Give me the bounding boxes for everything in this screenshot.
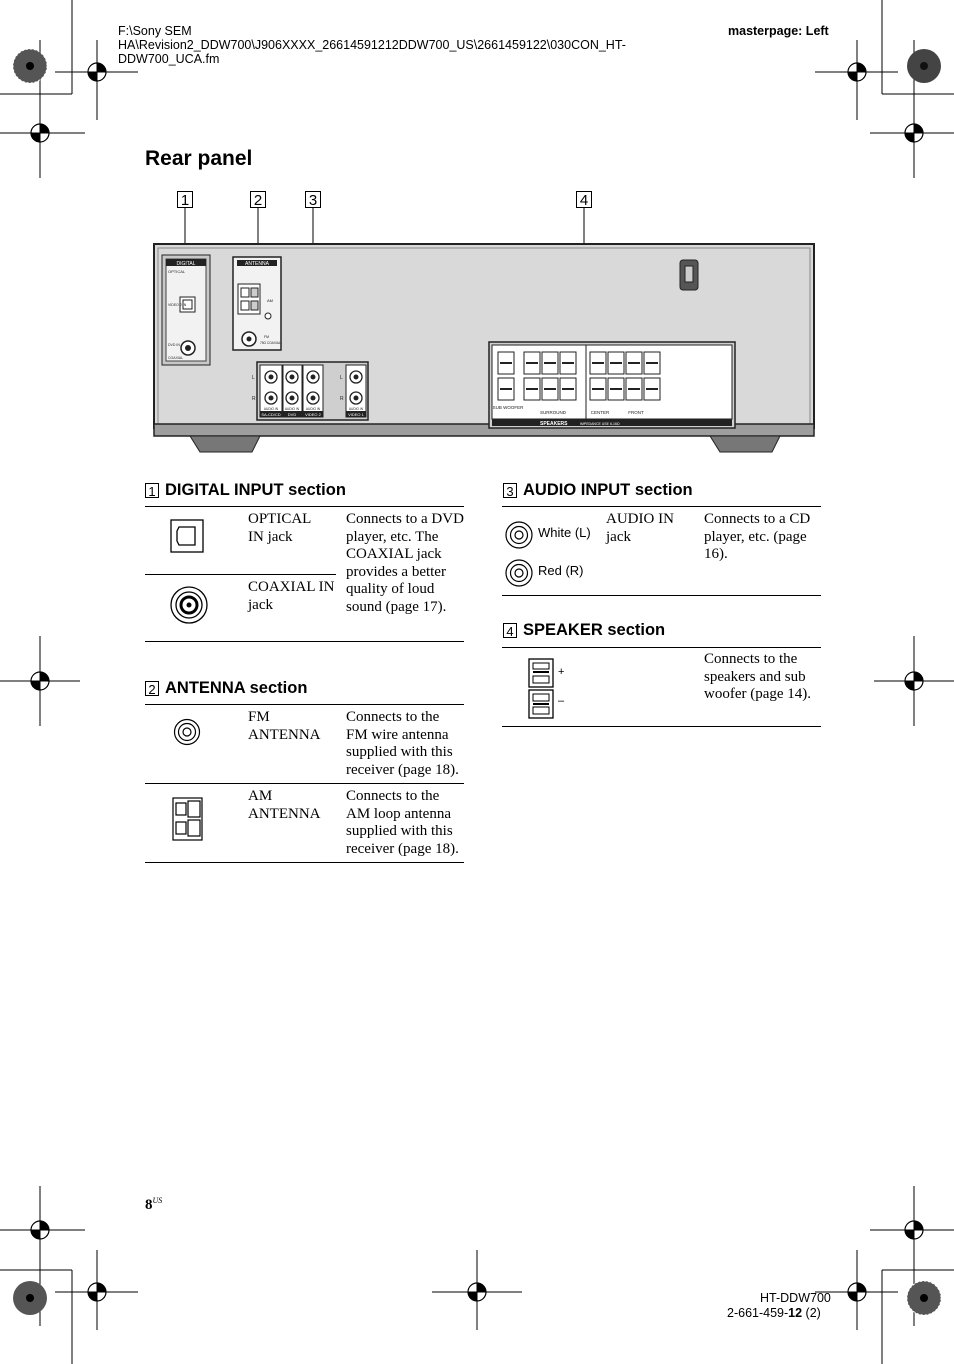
audio-in-label-3: AUDIO IN xyxy=(305,407,321,411)
coaxial-name-line-2: jack xyxy=(248,596,273,613)
speakers-label: SPEAKERS xyxy=(540,421,568,427)
section-audio-heading xyxy=(503,481,693,500)
divider xyxy=(145,783,464,784)
footer-code xyxy=(727,1306,821,1320)
audio-name-line-2: jack xyxy=(606,528,631,545)
am-name-line-1: AM xyxy=(248,788,273,804)
section-audio-title: AUDIO INPUT section xyxy=(523,481,693,499)
audio-in-label-1: AUDIO IN xyxy=(263,407,279,411)
section-digital-title: DIGITAL INPUT section xyxy=(165,481,346,499)
video2-in-label: VIDEO 2 IN xyxy=(168,303,187,307)
masterpage-label: masterpage: Left xyxy=(728,24,829,38)
am-label: AM xyxy=(267,298,273,303)
file-path-header xyxy=(118,24,678,66)
callout-2: 2 xyxy=(250,191,266,208)
desc-line: quality of loud xyxy=(346,581,435,597)
desc-line: Connects to the xyxy=(704,651,798,667)
desc-line: speakers and sub xyxy=(704,668,806,685)
divider xyxy=(145,862,464,863)
coaxial-jack-icon xyxy=(169,585,209,625)
section-digital-heading xyxy=(145,481,346,500)
file-path-line-2: HA\Revision2_DDW700\J906XXXX_26614591212DDW700_US\2661459122\030CON_HT- xyxy=(118,38,626,52)
am-antenna-terminal-icon xyxy=(172,797,204,841)
r-label-2: R xyxy=(340,396,344,402)
section-digital-num: 1 xyxy=(145,483,159,498)
desc-line: Connects to a CD xyxy=(704,511,811,527)
desc-line: 16). xyxy=(704,546,728,562)
speaker-terminal-icon xyxy=(528,658,556,720)
sub-woofer-label: SUB WOOFER xyxy=(492,405,524,410)
section-antenna-title: ANTENNA section xyxy=(165,679,308,697)
callout-4: 4 xyxy=(576,191,592,208)
desc-line: player, etc. (page xyxy=(704,528,807,545)
divider xyxy=(502,595,821,596)
desc-line: supplied with this xyxy=(346,744,453,760)
footer-code-suffix: (2) xyxy=(802,1306,821,1320)
r-label-1: R xyxy=(252,396,256,402)
dvd-in-label: DVD IN xyxy=(168,343,180,347)
white-jack-icon xyxy=(504,520,534,550)
optical-name-line-1: OPTICAL xyxy=(248,511,312,527)
coaxial-75-label: 75Ω COAXIAL xyxy=(260,341,281,345)
desc-line: woofer (page 14). xyxy=(704,686,812,702)
am-name-line-2: ANTENNA xyxy=(248,805,321,822)
l-label-1: L xyxy=(252,375,255,381)
front-label: FRONT xyxy=(628,410,644,415)
page-number-suffix: US xyxy=(152,1196,163,1205)
minus-label: – xyxy=(558,695,565,707)
fm-antenna-description xyxy=(346,709,459,779)
red-r-label: Red (R) xyxy=(538,563,584,578)
callout-1: 1 xyxy=(177,191,193,208)
l-label-2: L xyxy=(340,375,343,381)
callout-3: 3 xyxy=(305,191,321,208)
section-speaker-num: 4 xyxy=(503,623,517,638)
divider xyxy=(502,647,821,648)
footer-model: HT-DDW700 xyxy=(760,1291,831,1305)
center-label: CENTER xyxy=(590,410,610,415)
optical-label: OPTICAL xyxy=(168,269,186,274)
divider xyxy=(145,704,464,705)
divider xyxy=(145,506,464,507)
video2-label: VIDEO 2 xyxy=(305,412,321,417)
page-title: Rear panel xyxy=(145,147,253,170)
impedance-label: IMPEDANCE USE 6-16Ω xyxy=(580,422,620,426)
section-audio-num: 3 xyxy=(503,483,517,498)
optical-jack-icon xyxy=(170,519,204,553)
desc-line: supplied with this xyxy=(346,823,453,839)
page-number xyxy=(145,1196,162,1214)
dvd-jack-label: DVD xyxy=(287,412,297,417)
video1-label: VIDEO 1 xyxy=(348,412,364,417)
page-number-value: 8 xyxy=(145,1197,153,1213)
desc-line: receiver (page 18). xyxy=(346,840,459,857)
plus-label: + xyxy=(558,666,565,678)
desc-line: FM wire antenna xyxy=(346,726,449,743)
desc-line: Connects to the xyxy=(346,788,440,804)
white-l-label: White (L) xyxy=(538,525,591,540)
digital-description xyxy=(346,511,464,616)
desc-line: sound (page 17). xyxy=(346,598,447,615)
divider xyxy=(502,506,821,507)
section-speaker-title: SPEAKER section xyxy=(523,621,666,639)
optical-in-name xyxy=(248,511,311,546)
desc-line: AM loop antenna xyxy=(346,805,451,822)
divider xyxy=(502,726,821,727)
coaxial-in-name xyxy=(248,579,335,614)
fm-name-line-2: ANTENNA xyxy=(248,726,321,743)
audio-in-label-2: AUDIO IN xyxy=(284,407,300,411)
desc-line: COAXIAL jack xyxy=(346,546,442,562)
desc-line: Connects to a DVD xyxy=(346,511,464,527)
speaker-description xyxy=(704,651,811,704)
digital-label: DIGITAL xyxy=(176,261,196,267)
file-path-line-3: DDW700_UCA.fm xyxy=(118,52,220,66)
fm-name-line-1: FM xyxy=(248,709,270,725)
file-path-line-1: F:\Sony SEM xyxy=(118,24,192,38)
divider xyxy=(145,574,336,575)
surround-label: SURROUND xyxy=(539,410,567,415)
fm-antenna-name xyxy=(248,709,321,744)
audio-name-line-1: AUDIO IN xyxy=(606,511,674,527)
section-speaker-heading xyxy=(503,621,665,640)
section-antenna-heading xyxy=(145,679,307,698)
am-antenna-description xyxy=(346,788,459,858)
rear-panel-diagram xyxy=(140,200,830,465)
desc-line: Connects to the xyxy=(346,709,440,725)
desc-line: player, etc. The xyxy=(346,528,439,545)
sa-cd-label: SA-CD/CD xyxy=(261,412,281,417)
fm-antenna-jack-icon xyxy=(173,718,201,746)
footer-code-bold: 12 xyxy=(788,1306,803,1320)
antenna-label: ANTENNA xyxy=(245,261,269,267)
desc-line: receiver (page 18). xyxy=(346,761,459,778)
desc-line: provides a better xyxy=(346,563,446,580)
red-jack-icon xyxy=(504,558,534,588)
audio-description xyxy=(704,511,810,564)
audio-in-label-4: AUDIO IN xyxy=(348,407,364,411)
footer-code-prefix: 2-661-459- xyxy=(727,1306,789,1320)
divider xyxy=(145,641,464,642)
optical-name-line-2: IN jack xyxy=(248,528,293,545)
fm-label: FM xyxy=(264,335,270,339)
section-antenna-num: 2 xyxy=(145,681,159,696)
audio-in-name xyxy=(606,511,674,546)
coaxial-name-line-1: COAXIAL IN xyxy=(248,579,335,595)
coaxial-small-label: COAXIAL xyxy=(168,356,184,360)
am-antenna-name xyxy=(248,788,321,823)
